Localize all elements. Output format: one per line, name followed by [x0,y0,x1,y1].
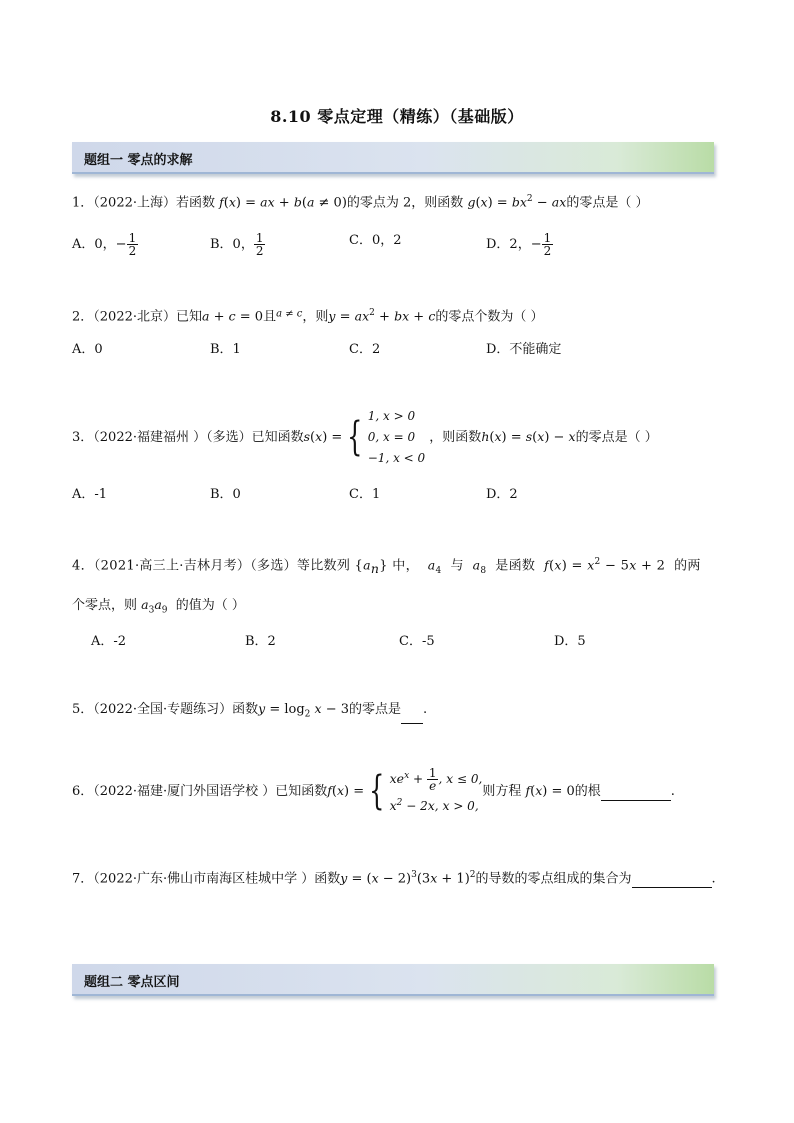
piecewise-function: { 1, x > 0 0, x = 0 −1, x < 0 [347,408,426,465]
question-3: 3．（2022·福建福州 ）（多选）已知函数s(x) = { 1, x > 0 0, x = 0 −1, x < 0 ，则函数h(x) = s(x) − x的零点是（ ） [72,405,658,470]
answer-blank[interactable] [601,786,671,801]
section-header-2 [72,964,714,996]
question-5: 5．（2022·全国·专题练习）函数$y = \log_2 x - 3$的零点是 . [72,700,427,724]
question-2: 2．（2022·北京）已知a + c = 0且$^{a \ne c}$，则$y = ax^2$ + bx + c的零点个数为（ ） [72,308,544,325]
option-c: C．1 [349,487,381,502]
question-7: 7．（2022·广东·佛山市南海区桂城中学 ）函数$y = (x - 2)^3(3x + 1)^2$的导数的零点组成的集合为 . [72,870,716,887]
option-b: B．1 [210,342,241,357]
piecewise-function: { $xe^x$ + $\frac{1}{e}$ , x ≤ 0, $x^2 - 2x$, x > 0, [369,766,483,814]
math-expression: f [219,194,224,210]
option-b: B．2 [245,634,276,649]
option-c: C．2 [349,342,381,357]
option-b: B．0 [210,487,241,502]
option-a: A．-1 [72,487,108,502]
section-header-1 [72,142,714,174]
option-a: A．0 [72,342,103,357]
option-c: C．0，2 [349,233,402,248]
option-a: A．-2 [91,634,127,649]
option-d: D．不能确定 [486,342,562,357]
page-title: 8.10 零点定理（精练）（基础版） [270,107,524,126]
question-1: 1．（2022·上海）若函数 f(x) = ax + b(a ≠ 0)的零点为 2，则函数 $g(x) = bx^2$ − ax的零点是（ ） [72,194,649,211]
answer-blank[interactable] [401,709,423,724]
question-4: 4．（2021·高三上·吉林月考）（多选）等比数列 $\{a_n\}$ 中， $a_4$ 与 $a_8$ 是函数 $f(x) = x^2 - 5x + 2$ 的两 [72,557,701,576]
section-label: 题组二 零点区间 [84,975,180,990]
section-label: 题组一 零点的求解 [84,153,193,168]
option-b: B．0， $\frac{1}{2}$ [210,231,264,258]
question-6: 6．（2022·福建·厦门外国语学校 ）已知函数f(x) = { $xe^x$ + $\frac{1}{e}$ , x ≤ 0, $x^2 - 2x$, x > 0, 则方程 f(x) = 0的根 . [72,760,675,823]
option-d: D．2，− $\frac{1}{2}$ [486,231,552,258]
option-a: A．0，− $\frac{1}{2}$ [72,231,137,258]
option-c: C．-5 [399,634,435,649]
question-4-line-2: 个零点，则 $a_3a_9$ 的值为（ ） [72,597,245,616]
option-d: D．5 [554,634,586,649]
option-d: D．2 [486,487,518,502]
answer-blank[interactable] [632,873,712,888]
